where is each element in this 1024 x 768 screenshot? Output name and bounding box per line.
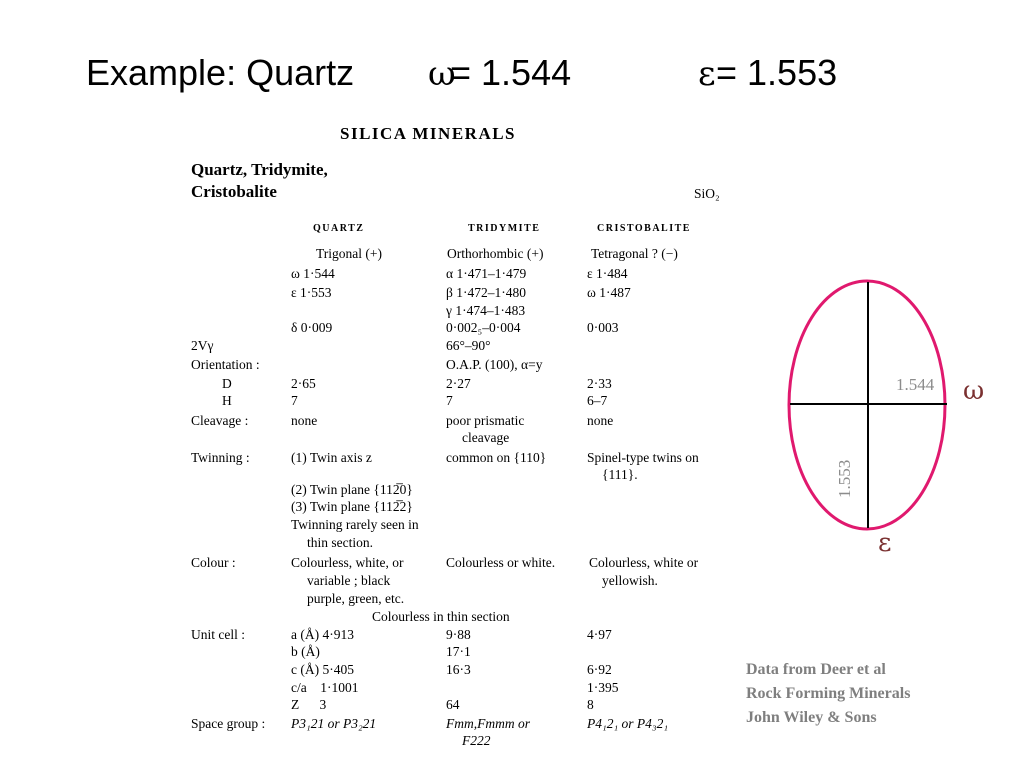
- quartz-twin-4: Twinning rarely seen in: [291, 517, 419, 532]
- tridymite-cleavage-line1: poor prismatic: [446, 413, 525, 428]
- column-header-tridymite: TRIDYMITE: [468, 223, 541, 234]
- doc-subheading-line1: Quartz, Tridymite,: [191, 160, 328, 179]
- quartz-cell-ca: c/a 1·1001: [291, 680, 359, 695]
- doc-subheading-line2: Cristobalite: [191, 182, 277, 201]
- epsilon-value-label: 1.553: [835, 459, 854, 498]
- tridymite-beta: β 1·472–1·480: [446, 285, 526, 300]
- cristobalite-cell-a: 4·97: [587, 627, 612, 642]
- quartz-space-group: P3₁21 or P3₂21: [291, 716, 377, 731]
- quartz-system: Trigonal (+): [316, 246, 382, 261]
- tridymite-system: Orthorhombic (+): [447, 246, 544, 261]
- cristobalite-epsilon: ε 1·484: [587, 266, 628, 281]
- colour-thin-section: Colourless in thin section: [372, 609, 510, 624]
- label-unit-cell: Unit cell :: [191, 627, 245, 642]
- doc-heading: SILICA MINERALS: [340, 124, 517, 143]
- tridymite-space-group-line1: Fmm,Fmmm or: [446, 716, 530, 731]
- cristobalite-colour-2: yellowish.: [602, 573, 658, 588]
- cristobalite-cleavage: none: [587, 413, 614, 428]
- title-prefix: Example: Quartz: [86, 52, 355, 93]
- cristobalite-twin-1: Spinel-type twins on: [587, 450, 699, 465]
- cristobalite-omega: ω 1·487: [587, 285, 631, 300]
- quartz-colour-3: purple, green, etc.: [307, 591, 405, 606]
- label-cleavage: Cleavage :: [191, 413, 249, 428]
- quartz-twin-2: (2) Twin plane {112̅0}: [291, 482, 413, 497]
- quartz-delta: δ 0·009: [291, 320, 333, 335]
- omega-value-label: 1.544: [896, 375, 935, 394]
- quartz-twin-3: (3) Twin plane {112̅2}: [291, 499, 413, 514]
- quartz-epsilon: ε 1·553: [291, 285, 332, 300]
- tridymite-cell-z: 64: [446, 697, 460, 712]
- doc-formula: SiO₂: [694, 186, 720, 201]
- cristobalite-space-group: P4₁2₁ or P4₃2₁: [587, 716, 669, 731]
- quartz-twin-1: (1) Twin axis z: [291, 450, 372, 465]
- tridymite-gamma: γ 1·474–1·483: [446, 303, 526, 318]
- cristobalite-system: Tetragonal ? (−): [591, 246, 678, 261]
- tridymite-hardness: 7: [446, 393, 453, 408]
- quartz-colour-2: variable ; black: [307, 573, 391, 588]
- title-omega-symbol: ω: [428, 54, 456, 94]
- quartz-cell-b: b (Å): [291, 644, 320, 659]
- tridymite-orientation: O.A.P. (100), α=y: [446, 357, 543, 372]
- tridymite-delta: 0·002₅–0·004: [446, 320, 521, 335]
- credit-line-1: Data from Deer et al: [746, 661, 886, 678]
- title-omega-value: = 1.544: [450, 52, 572, 93]
- quartz-density: 2·65: [291, 376, 316, 391]
- omega-symbol-label: ω: [963, 376, 985, 406]
- quartz-colour-1: Colourless, white, or: [291, 555, 404, 570]
- cristobalite-hardness: 6–7: [587, 393, 608, 408]
- tridymite-colour: Colourless or white.: [446, 555, 556, 570]
- tridymite-cell-c: 16·3: [446, 662, 471, 677]
- tridymite-twinning: common on {110}: [446, 450, 547, 465]
- label-density: D: [222, 376, 232, 391]
- cristobalite-cell-ca: 1·395: [587, 680, 619, 695]
- tridymite-cell-a: 9·88: [446, 627, 471, 642]
- label-hardness: H: [222, 393, 232, 408]
- quartz-twin-5: thin section.: [307, 535, 373, 550]
- quartz-cell-c: c (Å) 5·405: [291, 662, 354, 677]
- label-twinning: Twinning :: [191, 450, 250, 465]
- quartz-cleavage: none: [291, 413, 318, 428]
- cristobalite-cell-z: 8: [587, 697, 594, 712]
- label-2v: 2Vγ: [191, 338, 214, 353]
- tridymite-density: 2·27: [446, 376, 471, 391]
- credit-line-2: Rock Forming Minerals: [746, 685, 911, 702]
- cristobalite-density: 2·33: [587, 376, 612, 391]
- column-header-quartz: QUARTZ: [313, 223, 365, 234]
- tridymite-alpha: α 1·471–1·479: [446, 266, 527, 281]
- title-epsilon-symbol: ε: [698, 54, 716, 94]
- label-orientation: Orientation :: [191, 357, 260, 372]
- quartz-hardness: 7: [291, 393, 298, 408]
- indicatrix-diagram: [770, 270, 1000, 560]
- credit-line-3: John Wiley & Sons: [746, 709, 877, 726]
- column-header-cristobalite: CRISTOBALITE: [597, 223, 691, 234]
- cristobalite-cell-c: 6·92: [587, 662, 612, 677]
- label-colour: Colour :: [191, 555, 236, 570]
- quartz-cell-a: a (Å) 4·913: [291, 627, 354, 642]
- label-space-group: Space group :: [191, 716, 266, 731]
- cristobalite-twin-2: {111}.: [602, 467, 638, 482]
- title-epsilon-value: = 1.553: [716, 52, 838, 93]
- source-credit: [746, 658, 910, 730]
- tridymite-cleavage-line2: cleavage: [462, 430, 510, 445]
- tridymite-2v: 66°–90°: [446, 338, 491, 353]
- cristobalite-colour-1: Colourless, white or: [589, 555, 699, 570]
- epsilon-symbol-label: ε: [878, 528, 892, 558]
- quartz-cell-z: Z 3: [291, 697, 327, 712]
- tridymite-cell-b: 17·1: [446, 644, 471, 659]
- quartz-omega: ω 1·544: [291, 266, 335, 281]
- tridymite-space-group-line2: F222: [462, 733, 491, 748]
- cristobalite-delta: 0·003: [587, 320, 619, 335]
